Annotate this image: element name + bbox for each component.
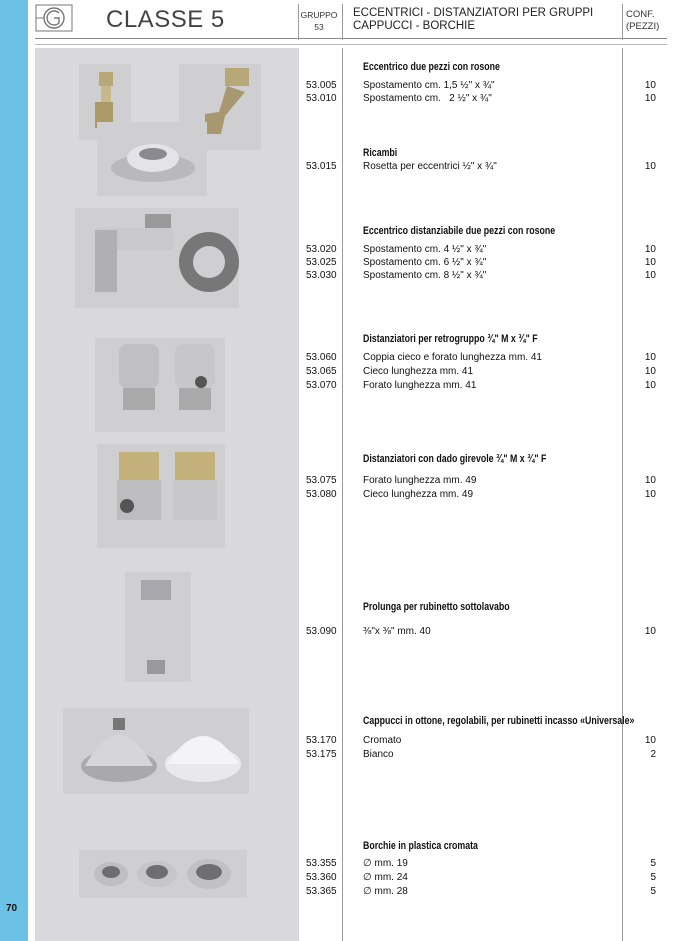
article-description: Spostamento cm. 4 ½" x ¾" <box>363 244 487 255</box>
article-description: ∅ mm. 24 <box>363 872 408 883</box>
article-quantity: 10 <box>644 489 656 500</box>
description-line-1: ECCENTRICI - DISTANZIATORI PER GRUPPI <box>353 7 594 19</box>
table-row <box>300 871 660 884</box>
section-title: Cappucci in ottone, regolabili, per rubinetti incasso «Universale» <box>363 715 635 727</box>
table-row <box>300 857 660 870</box>
gruppo-value: 53 <box>314 22 324 32</box>
article-code: 53.360 <box>306 872 337 883</box>
table-row <box>300 365 660 378</box>
article-quantity: 10 <box>644 366 656 377</box>
photo-column <box>35 48 299 941</box>
article-quantity: 10 <box>644 270 656 281</box>
article-code: 53.010 <box>306 93 337 104</box>
article-quantity: 5 <box>650 872 656 883</box>
article-quantity: 10 <box>644 161 656 172</box>
packaging-line-1: CONF. <box>626 9 655 20</box>
article-quantity: 5 <box>650 886 656 897</box>
description-header <box>353 7 593 33</box>
article-code: 53.060 <box>306 352 337 363</box>
article-code: 53.090 <box>306 626 337 637</box>
brand-logo <box>35 4 73 32</box>
section-title: Eccentrico distanziabile due pezzi con rosone <box>363 225 556 237</box>
product-photo-spacers-nut <box>97 444 225 548</box>
section-title: Ricambi <box>363 147 398 159</box>
article-description: Cieco lunghezza mm. 49 <box>363 489 474 500</box>
article-description: Cieco lunghezza mm. 41 <box>363 366 474 377</box>
article-quantity: 10 <box>644 626 656 637</box>
product-photo-caps <box>63 708 249 794</box>
article-quantity: 10 <box>644 475 656 486</box>
article-code: 53.355 <box>306 858 337 869</box>
article-description: Coppia cieco e forato lunghezza mm. 41 <box>363 352 542 363</box>
article-code: 53.025 <box>306 257 337 268</box>
article-quantity: 10 <box>644 735 656 746</box>
article-code: 53.030 <box>306 270 337 281</box>
table-row <box>300 488 660 501</box>
article-description: Forato lunghezza mm. 49 <box>363 475 477 486</box>
table-row <box>300 885 660 898</box>
article-code: 53.020 <box>306 244 337 255</box>
article-description: ∅ mm. 19 <box>363 858 408 869</box>
table-row <box>300 351 660 364</box>
section-title: Eccentrico due pezzi con rosone <box>363 61 500 73</box>
packaging-line-2: (PEZZI) <box>626 21 660 32</box>
article-description: Spostamento cm. 6 ½" x ¾" <box>363 257 487 268</box>
product-photo-rosette <box>97 122 207 196</box>
article-quantity: 10 <box>644 93 656 104</box>
product-photo-plastic-rosettes <box>79 850 247 898</box>
table-row <box>300 379 660 392</box>
packaging-header <box>626 9 659 33</box>
header-rule-thin <box>35 44 667 45</box>
article-code: 53.170 <box>306 735 337 746</box>
table-row <box>300 269 660 282</box>
article-quantity: 2 <box>650 749 656 760</box>
article-code: 53.175 <box>306 749 337 760</box>
section-title: Borchie in plastica cromata <box>363 840 478 852</box>
article-quantity: 10 <box>644 352 656 363</box>
article-description: ⅜"x ⅜" mm. 40 <box>363 626 431 637</box>
article-description: Spostamento cm. 2 ½" x ¾" <box>363 93 492 104</box>
gruppo-label: GRUPPO <box>300 10 338 20</box>
article-code: 53.080 <box>306 489 337 500</box>
article-description: Forato lunghezza mm. 41 <box>363 380 477 391</box>
product-photo-extension <box>125 572 191 682</box>
article-code: 53.005 <box>306 80 337 91</box>
page-number: 70 <box>6 903 18 914</box>
header-divider <box>622 4 623 40</box>
table-row <box>300 474 660 487</box>
page-sidebar-band <box>0 0 28 941</box>
product-photo-adjustable-eccentric <box>75 208 239 308</box>
table-row <box>300 625 660 638</box>
table-row <box>300 734 660 747</box>
article-quantity: 10 <box>644 380 656 391</box>
section-title: Distanziatori con dado girevole ¾" M x ¾" F <box>363 453 547 465</box>
section-title: Distanziatori per retrogruppo ¾" M x ¾" F <box>363 333 538 345</box>
table-row <box>300 79 660 92</box>
article-code: 53.015 <box>306 161 337 172</box>
product-photo-spacers <box>95 338 225 432</box>
article-description: Spostamento cm. 1,5 ½" x ¾" <box>363 80 495 91</box>
article-quantity: 5 <box>650 858 656 869</box>
article-code: 53.065 <box>306 366 337 377</box>
article-code: 53.070 <box>306 380 337 391</box>
header-divider <box>342 4 343 40</box>
article-description: Cromato <box>363 735 402 746</box>
article-code: 53.365 <box>306 886 337 897</box>
article-quantity: 10 <box>644 80 656 91</box>
article-description: Bianco <box>363 749 394 760</box>
table-row <box>300 748 660 761</box>
article-code: 53.075 <box>306 475 337 486</box>
description-line-2: CAPPUCCI - BORCHIE <box>353 20 476 32</box>
header-divider <box>298 4 299 40</box>
class-title: CLASSE 5 <box>106 6 225 33</box>
table-row <box>300 256 660 269</box>
gruppo-header <box>298 9 340 33</box>
article-quantity: 10 <box>644 257 656 268</box>
article-description: Rosetta per eccentrici ½" x ¾" <box>363 161 497 172</box>
section-title: Prolunga per rubinetto sottolavabo <box>363 601 510 613</box>
article-description: Spostamento cm. 8 ½" x ¾" <box>363 270 487 281</box>
article-quantity: 10 <box>644 244 656 255</box>
article-description: ∅ mm. 28 <box>363 886 408 897</box>
table-row <box>300 243 660 256</box>
header-rule <box>35 38 667 39</box>
table-row <box>300 160 660 173</box>
table-row <box>300 92 660 105</box>
